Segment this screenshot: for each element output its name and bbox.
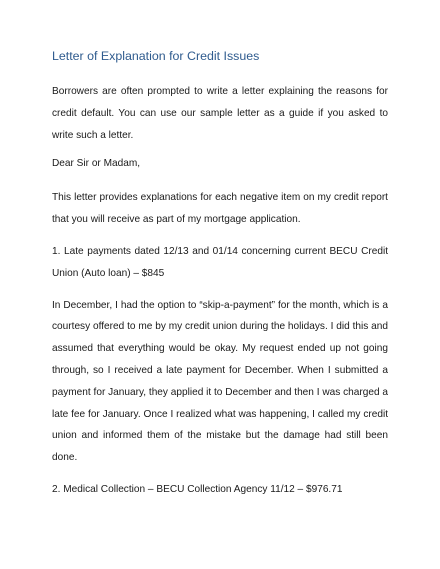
- intro-paragraph: Borrowers are often prompted to write a letter explaining the reasons for credit default. You can use our sample letter as a guide if you asked to write such a letter.: [52, 86, 388, 141]
- item1-heading: 1. Late payments dated 12/13 and 01/14 concerning current BECU Credit Union (Auto loan) – $845: [52, 245, 388, 279]
- item1-body: In December, I had the option to “skip-a-payment” for the month, which is a courtesy offered to me by my credit union during the holidays. I did this and assumed that everything would be okay. My request ended up not going through, so I received a late payment for December. When I submitted a payment for January, they applied it to December and then I was charged a late fee for January. Once I realized what was happening, I called my credit union and informed them of the mistake but the damage had still been done.: [52, 299, 388, 464]
- salutation: Dear Sir or Madam,: [52, 158, 141, 170]
- opening-paragraph: This letter provides explanations for each negative item on my credit report that you will receive as part of my mortgage application.: [52, 192, 388, 226]
- document-title: Letter of Explanation for Credit Issues: [52, 49, 260, 63]
- item2-heading: 2. Medical Collection – BECU Collection Agency 11/12 – $976.71: [52, 483, 343, 495]
